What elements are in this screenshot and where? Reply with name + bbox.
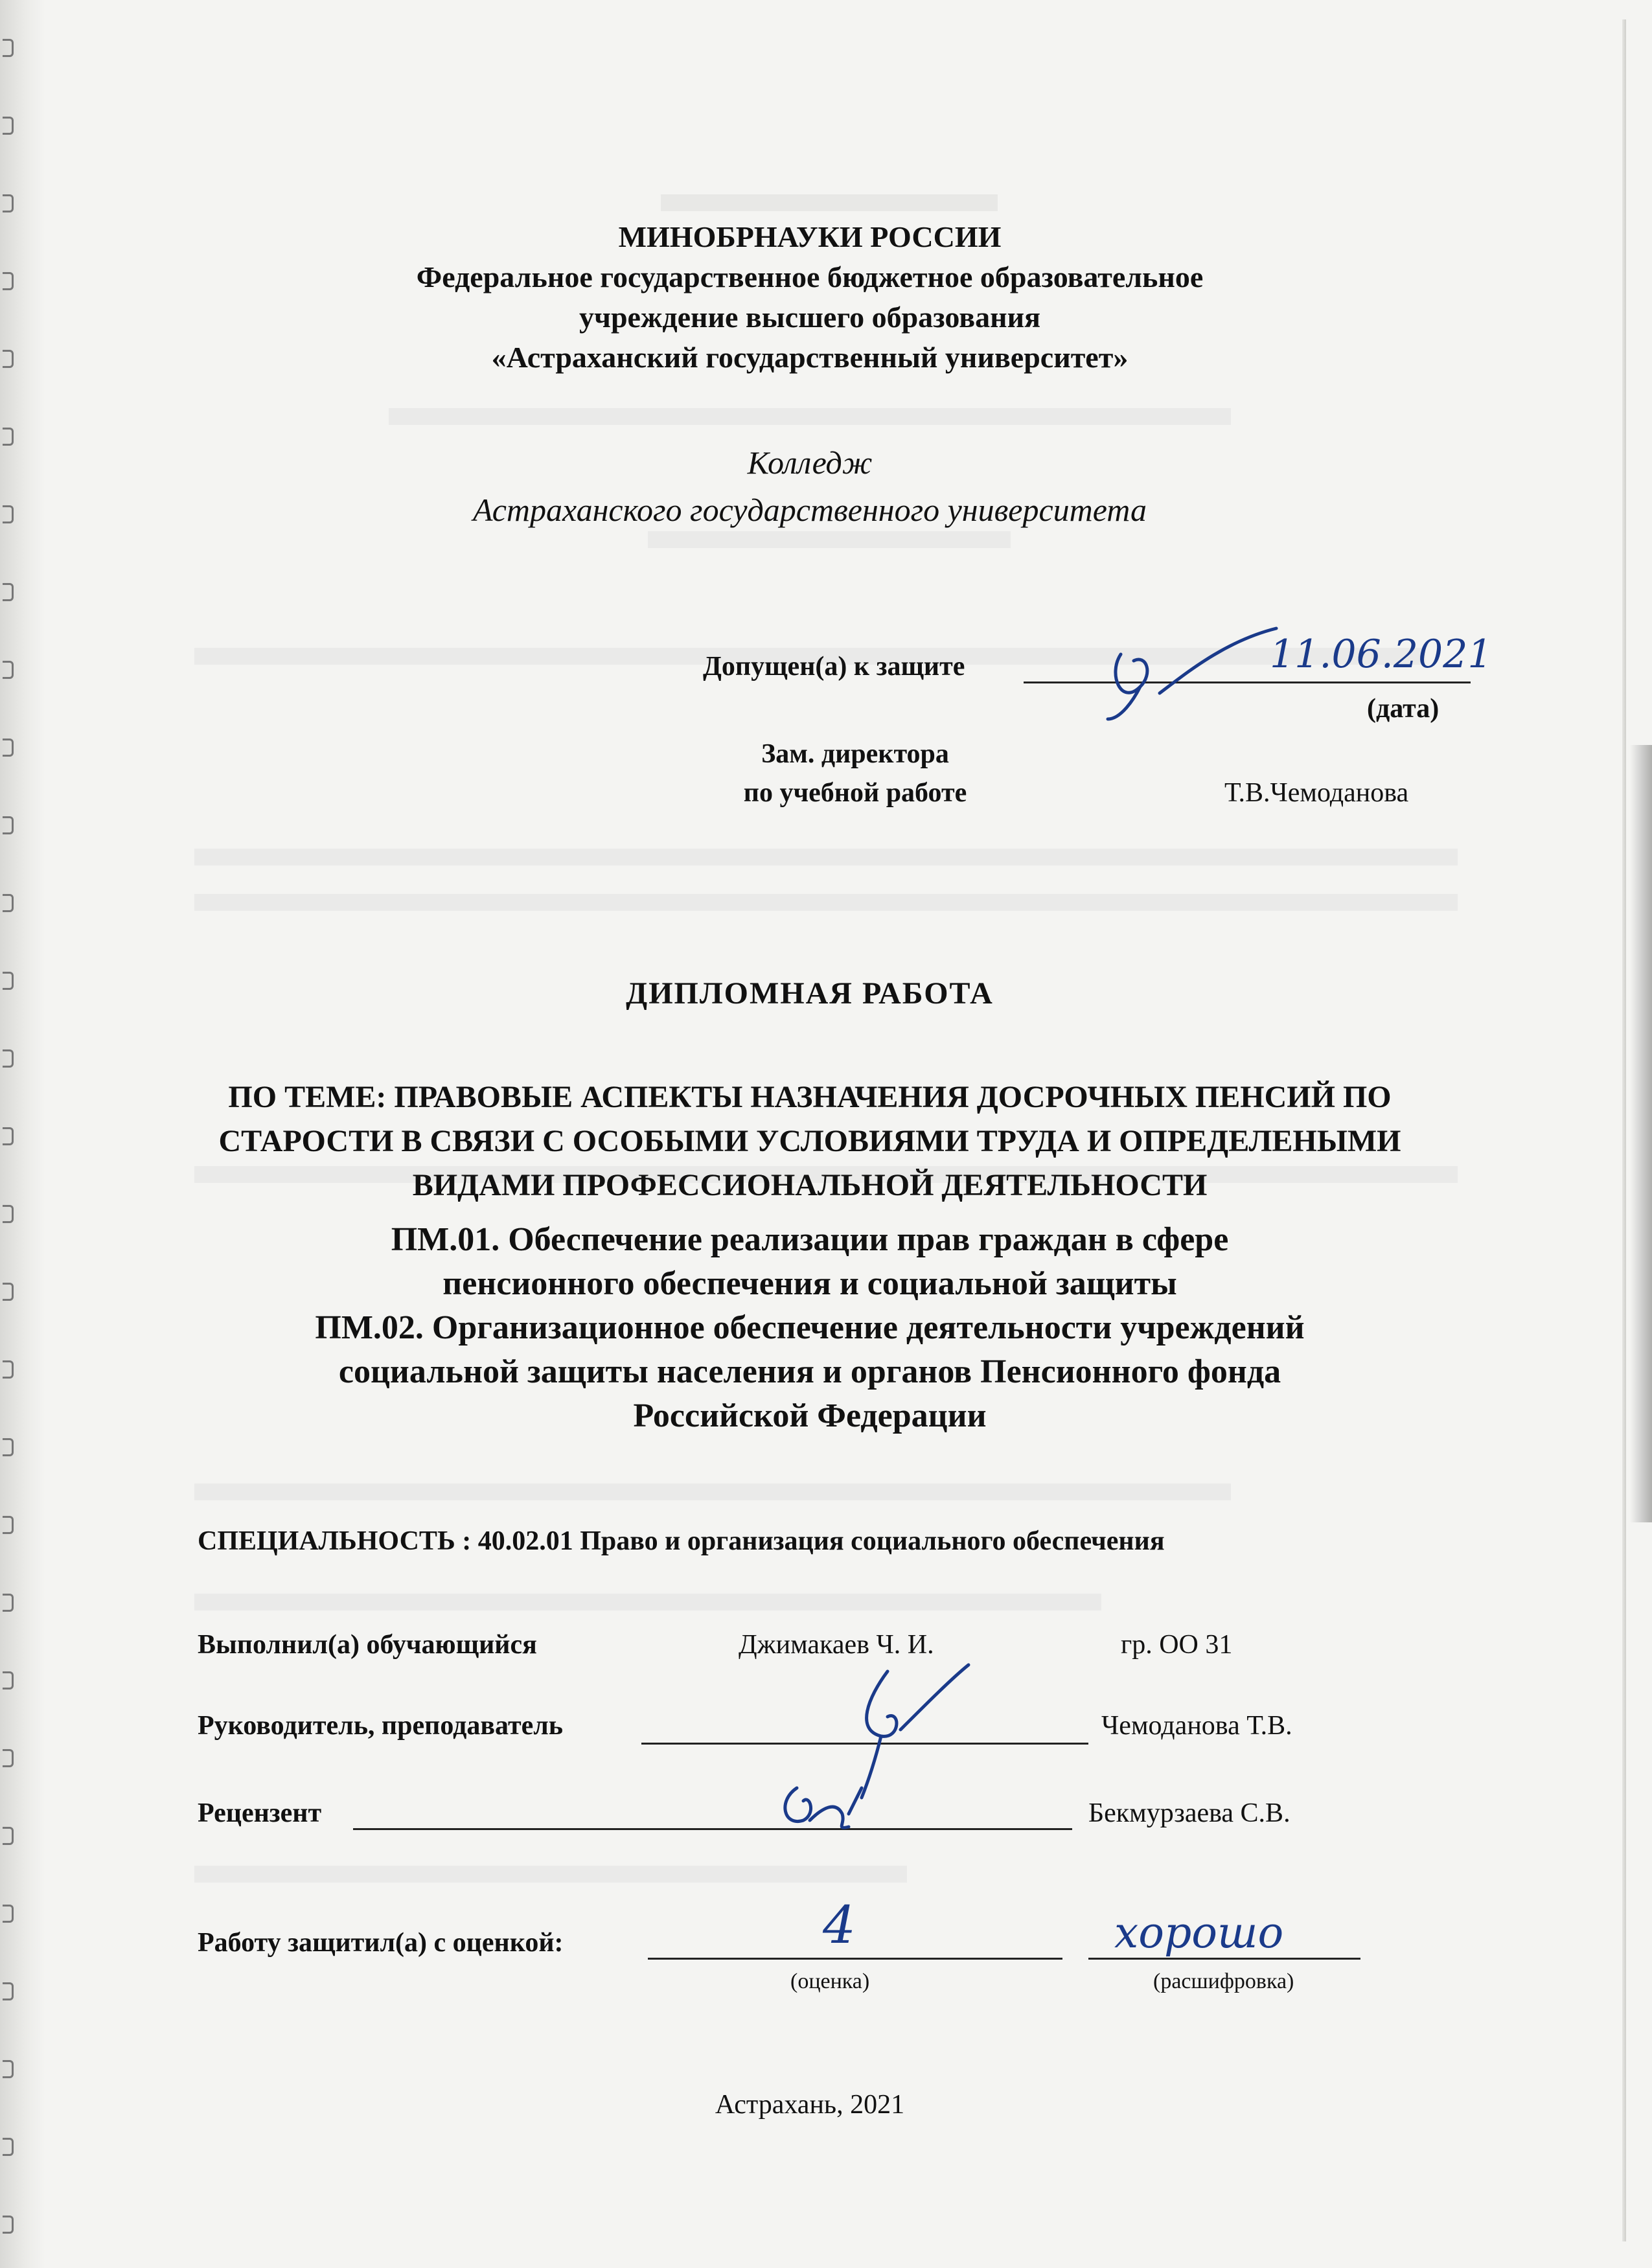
supervisor-label: Руководитель, преподаватель	[198, 1711, 564, 1741]
performer-group: гр. ОО 31	[1121, 1630, 1233, 1660]
admission-signature	[1095, 615, 1289, 726]
page-shadow	[1630, 745, 1652, 1522]
reviewer-signature	[771, 1775, 868, 1846]
topic-block	[175, 1075, 1445, 1208]
ministry-name: МИНОБРНАУКИ РОССИИ	[618, 220, 1002, 253]
city-year: Астрахань, 2021	[715, 2090, 905, 2120]
modules-block	[175, 1218, 1445, 1438]
org-line-1: Федеральное государственное бюджетное образовательное	[416, 260, 1204, 293]
deputy-line-2: по учебной работе	[743, 778, 967, 808]
org-line-2: учреждение высшего образования	[579, 301, 1040, 334]
institution-header	[194, 217, 1425, 378]
reviewer-name: Бекмурзаева С.В.	[1088, 1798, 1291, 1828]
grade-word-line	[1088, 1958, 1360, 1960]
topic-line-1: ПО ТЕМЕ: ПРАВОВЫЕ АСПЕКТЫ НАЗНАЧЕНИЯ ДОСРОЧНЫХ ПЕНСИЙ ПО	[228, 1080, 1392, 1114]
grade-caption: (оценка)	[790, 1969, 870, 1993]
topic-line-2: СТАРОСТИ В СВЯЗИ С ОСОБЫМИ УСЛОВИЯМИ ТРУДА И ОПРЕДЕЛЕНЫМИ	[218, 1124, 1401, 1158]
specialty-line: СПЕЦИАЛЬНОСТЬ : 40.02.01 Право и организация социального обеспечения	[198, 1526, 1165, 1556]
decode-caption: (расшифровка)	[1153, 1969, 1294, 1993]
deputy-line-1: Зам. директора	[761, 739, 949, 769]
reviewer-label: Рецензент	[198, 1798, 322, 1828]
college-line-2: Астраханского государственного университета	[472, 492, 1147, 528]
date-caption: (дата)	[1367, 694, 1440, 724]
page-edge	[1622, 19, 1626, 2241]
pm2-line-2: социальной защиты населения и органов Пенсионного фонда	[338, 1353, 1281, 1390]
pm1-line-2: пенсионного обеспечения и социальной защиты	[442, 1265, 1177, 1302]
org-line-3: «Астраханский государственный университет»	[491, 341, 1129, 374]
pm2-line-3: Российской Федерации	[633, 1397, 987, 1434]
document-heading: ДИПЛОМНАЯ РАБОТА	[626, 976, 994, 1011]
grade-word-handwritten: хорошо	[1114, 1908, 1284, 1958]
admission-label: Допущен(а) к защите	[703, 652, 965, 682]
admission-handwritten-date: 11.06.2021	[1270, 632, 1493, 677]
pm2-line-1: ПМ.02. Организационное обеспечение деятельности учреждений	[315, 1309, 1305, 1346]
deputy-name: Т.В.Чемоданова	[1224, 778, 1409, 808]
binding-strip	[0, 0, 45, 2268]
pm1-line-1: ПМ.01. Обеспечение реализации прав граждан в сфере	[391, 1221, 1229, 1258]
defense-label: Работу защитил(а) с оценкой:	[198, 1928, 564, 1958]
grade-line	[648, 1958, 1062, 1960]
reviewer-signature-line	[353, 1828, 1072, 1830]
performer-label: Выполнил(а) обучающийся	[198, 1630, 537, 1660]
grade-handwritten: 4	[823, 1895, 856, 1955]
supervisor-name: Чемоданова Т.В.	[1101, 1711, 1292, 1741]
college-line-1: Колледж	[747, 444, 873, 481]
performer-name: Джимакаев Ч. И.	[739, 1630, 934, 1660]
topic-line-3: ВИДАМИ ПРОФЕССИОНАЛЬНОЙ ДЕЯТЕЛЬНОСТИ	[412, 1168, 1208, 1202]
